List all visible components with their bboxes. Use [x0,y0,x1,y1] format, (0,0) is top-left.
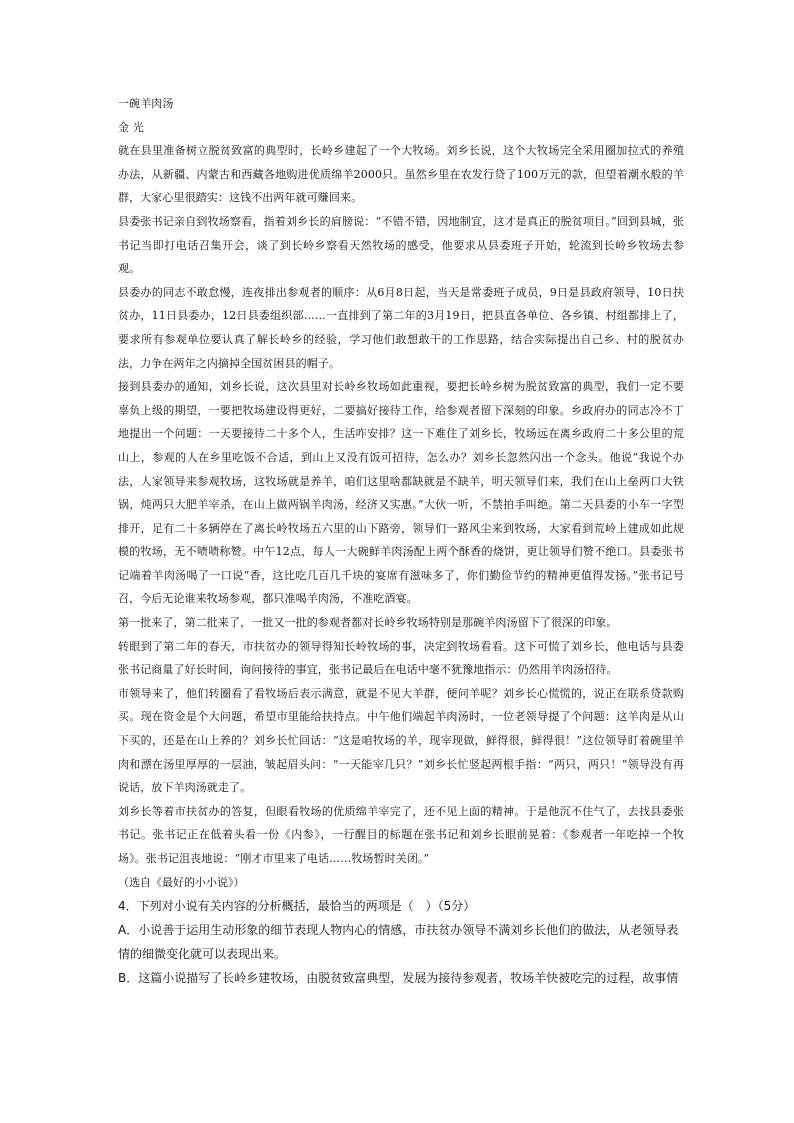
story-source: （选自《最好的小小说》） [118,875,245,889]
story-paragraph: 县委张书记亲自到牧场察看，指着刘乡长的肩膀说：“不错不错，因地制宜，这才是真正的脱贫项目。”回到县城，张书记当即打电话召集开会，谈了到长岭乡察看天然牧场的感受，他要求从县委班子开始，轮流到长岭乡牧场去参观。 [118,214,684,276]
story-paragraph: 就在县里准备树立脱贫致富的典型时，长岭乡建起了一个大牧场。刘乡长说，这个大牧场完全采用圈加拉式的养殖办法，从新疆、内蒙古和西藏各地购进优质绵羊2000只。虽然乡里在农发行贷了100万元的款，但望着潮水般的羊群，大家心里很踏实：这钱不出两年就可赚回来。 [118,144,684,205]
story-section [118,92,684,871]
question-block [118,894,684,990]
story-paragraph: 第一批来了，第二批来了，一批又一批的参观者都对长岭乡牧场特别是那碗羊肉汤留下了很深的印象。 [118,616,618,630]
story-paragraph: 接到县委办的通知，刘乡长说，这次县里对长岭乡牧场如此重视，要把长岭乡树为脱贫致富的典型，我们一定不要辜负上级的期望，一要把牧场建设得更好，二要搞好接待工作，给参观者留下深刻的印象。乡政府办的同志冷不丁地提出一个问题：一天要接待二十多个人，生活咋安排？这一下难住了刘乡长，牧场远在离乡政府二十多公里的荒山上，参观的人在乡里吃饭不合适，到山上又没有饭可招待，怎么办？刘乡长忽然闪出一个念头。他说“我说个办法，人家领导来参观牧场，这牧场就是养羊，咱们这里啥都缺就是不缺羊，明天领导们来，我们在山上垒两口大铁锅，炖两只大肥羊宰杀，在山上做两锅羊肉汤，经济又实惠。”大伙一听，不禁拍手叫绝。第二天县委的小车一字型排开，足有二十多辆停在了离长岭牧场五六里的山下路旁，领导们一路风尘来到牧场，大家看到荒岭上建成如此规模的牧场，无不啧啧称赞。中午12点，每人一大碗鲜羊肉汤配上两个酥香的烧饼，更让领导们赞不绝口。县委张书记端着羊肉汤喝了一口说“香，这比吃几百几千块的宴席有滋味多了，你们勤俭节约的精神更值得发扬。”张书记号召，今后无论谁来牧场参观，都只准喝羊肉汤，不准吃酒宴。 [118,380,684,606]
question-stem: 4．下列对小说有关内容的分析概括，最恰当的两项是（ ）（5分） [118,898,476,913]
option-a: A．小说善于运用生动形象的细节表现人物内心的情感，市扶贫办领导不满刘乡长他们的做法，从老领导表情的细微变化就可以表现出来。 [118,922,679,961]
story-paragraph: 转眼到了第二年的春天，市扶贫办的领导得知长岭牧场的事，决定到牧场看看。这下可慌了刘乡长，他电话与县委张书记商量了好长时间，询问接待的事宜，张书记最后在电话中毫不犹豫地指示：仍然用羊肉汤招待。 [118,639,684,677]
story-paragraph: 市领导来了，他们转圈看了看牧场后表示满意，就是不见大羊群，便问羊呢？刘乡长心慌慌的，说正在联系贷款购买。现在资金是个大问题，希望市里能给扶持点。中午他们端起羊肉汤时，一位老领导提了个问题：这羊肉是从山下买的，还是在山上养的？刘乡长忙回话：“这是咱牧场的羊，现宰现做，鲜得很，鲜得很！”这位领导盯着碗里羊肉和漂在汤里厚厚的一层油，皱起眉头问：“一天能宰几只？”刘乡长忙竖起两根手指：“两只，两只！”领导没有再说话，放下羊肉汤就走了。 [118,686,684,795]
document-page [118,92,684,990]
story-paragraph: 刘乡长等着市扶贫办的答复，但眼看牧场的优质绵羊宰完了，还不见上面的精神。于是他沉不住气了，去找县委张书记。张书记正在低着头看一份《内参》，一行醒目的标题在张书记和刘乡长眼前晃着：《参观者一年吃掉一个牧场》。张书记沮丧地说：“刚才市里来了电话……牧场暂时关闭。” [118,804,684,865]
story-author: 金 光 [118,120,144,134]
option-b: B．这篇小说描写了长岭乡建牧场，由脱贫致富典型，发展为接待参观者，牧场羊快被吃完的过程，故事情 [118,970,679,985]
story-paragraph: 县委办的同志不敢怠慢，连夜排出参观者的顺序：从6月8日起，当天是常委班子成员，9日是县政府领导，10日扶贫办，11日县委办，12日县委组织部……一直排到了第二年的3月19日，把县直各单位、各乡镇、村组都排上了，要求所有参观单位要认真了解长岭乡的经验，学习他们敢想敢干的工作思路，结合实际提出自己乡、村的脱贫办法，力争在两年之内摘掉全国贫困县的帽子。 [118,285,684,370]
story-title: 一碗羊肉汤 [118,97,174,110]
